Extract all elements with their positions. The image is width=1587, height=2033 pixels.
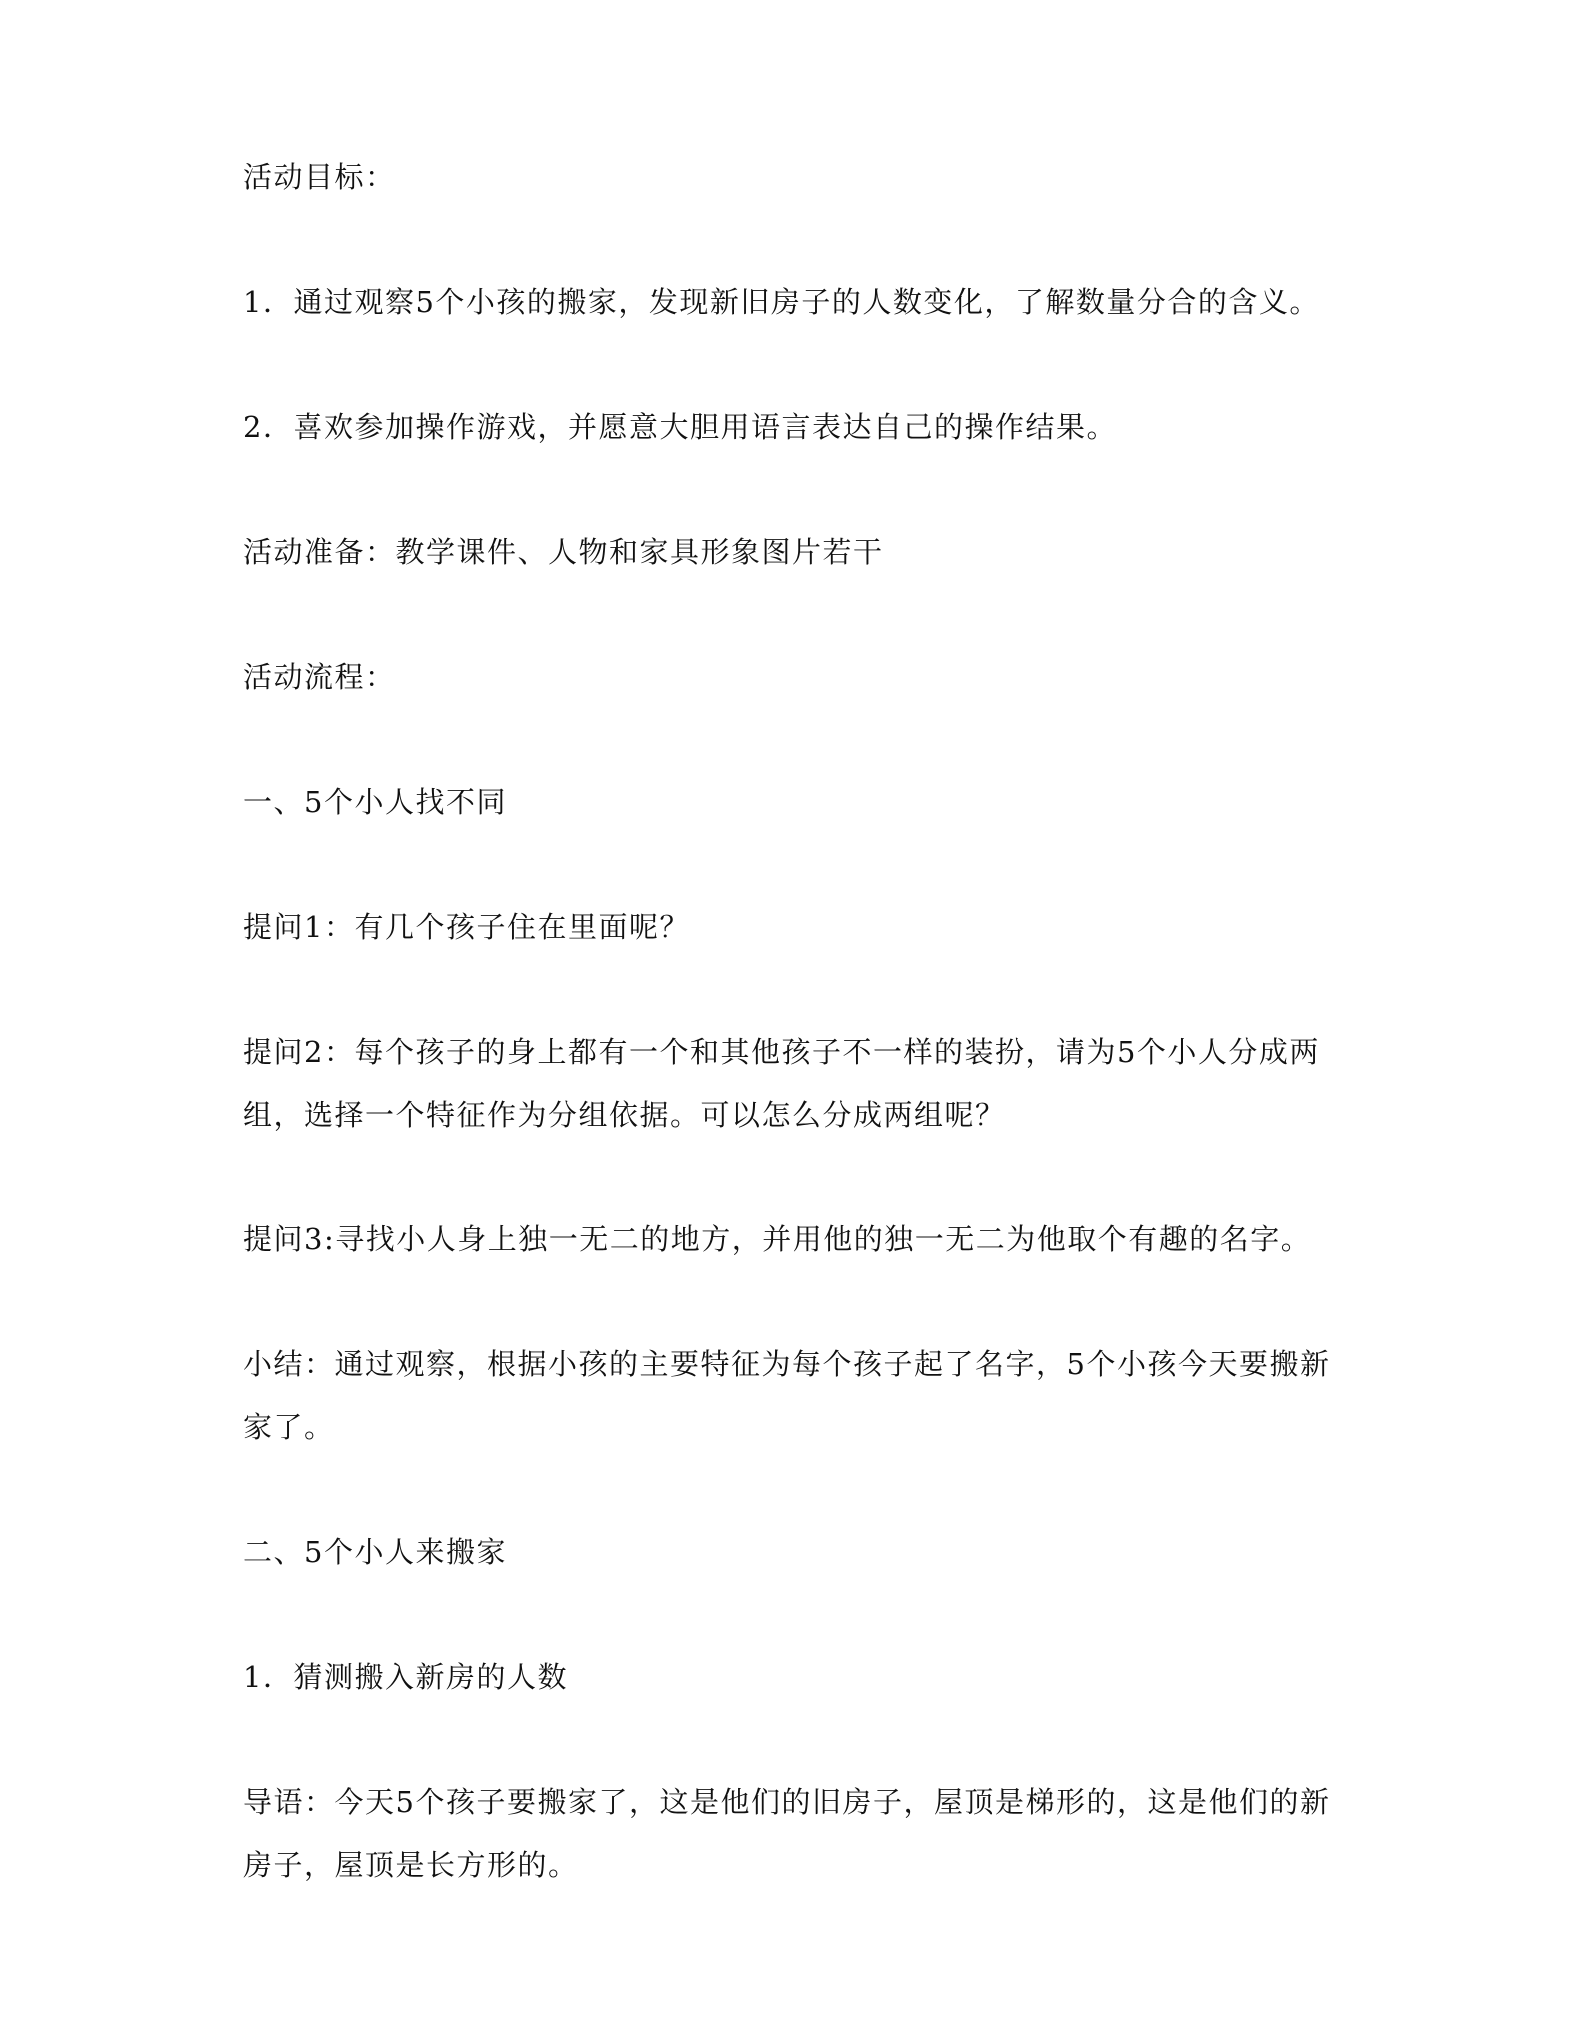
goal-item-1: 1．通过观察5个小孩的搬家，发现新旧房子的人数变化，了解数量分合的含义。 [243,285,1320,319]
question-3: 提问3:寻找小人身上独一无二的地方，并用他的独一无二为他取个有趣的名字。 [243,1222,1312,1256]
question-1: 提问1：有几个孩子住在里面呢？ [243,910,690,944]
section-2-heading: 二、5个小人来搬家 [243,1535,507,1569]
section-1-heading: 一、5个小人找不同 [243,785,507,819]
summary-text: 小结：通过观察，根据小孩的主要特征为每个孩子起了名字，5个小孩今天要搬新家了。 [243,1347,1331,1444]
goal-item-2: 2．喜欢参加操作游戏，并愿意大胆用语言表达自己的操作结果。 [243,410,1117,444]
step-1-heading: 1．猜测搬入新房的人数 [243,1660,568,1694]
intro-text: 导语：今天5个孩子要搬家了，这是他们的旧房子，屋顶是梯形的，这是他们的新房子，屋顶是长方形的。 [243,1785,1331,1882]
question-2: 提问2：每个孩子的身上都有一个和其他孩子不一样的装扮，请为5个小人分成两组，选择一个特征作为分组依据。可以怎么分成两组呢？ [243,1035,1320,1132]
preparation-text: 活动准备：教学课件、人物和家具形象图片若干 [243,535,884,569]
process-heading: 活动流程： [243,660,396,694]
goals-heading: 活动目标： [243,160,396,194]
